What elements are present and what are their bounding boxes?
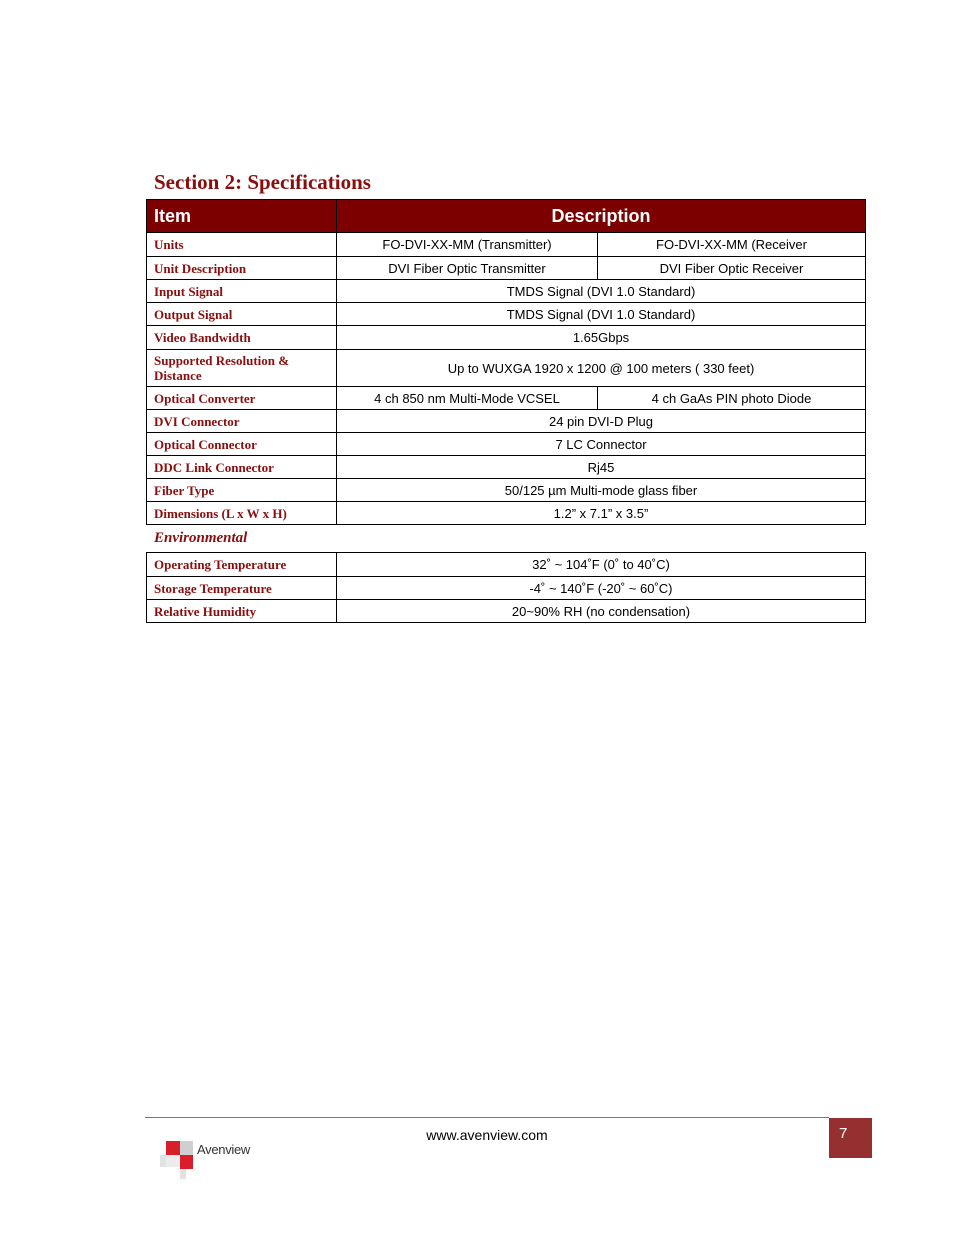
spec-value: 1.2” x 7.1” x 3.5” [337, 502, 866, 525]
logo-brand-text: Avenview [197, 1142, 251, 1157]
env-value: -4˚ ~ 140˚F (-20˚ ~ 60˚C) [337, 577, 866, 600]
spec-value: 7 LC Connector [337, 433, 866, 456]
table-row [147, 456, 866, 479]
table-row [147, 326, 866, 350]
spec-item-label: Video Bandwidth [147, 326, 337, 350]
spec-value: 1.65Gbps [337, 326, 866, 350]
logo-square-gray-bottom [180, 1169, 186, 1179]
avenview-logo [160, 1137, 260, 1183]
table-row [147, 387, 866, 410]
table-row [147, 303, 866, 326]
logo-square-red-bottom [180, 1155, 193, 1169]
spec-item-label: Optical Converter [147, 387, 337, 410]
spec-item-label: Optical Connector [147, 433, 337, 456]
header-item: Item [147, 200, 337, 233]
logo-square-red-top [166, 1141, 180, 1155]
spec-value: TMDS Signal (DVI 1.0 Standard) [337, 280, 866, 303]
spec-transmitter-value: FO-DVI-XX-MM (Transmitter) [337, 233, 598, 257]
spec-receiver-value: 4 ch GaAs PIN photo Diode [598, 387, 866, 410]
spec-value: TMDS Signal (DVI 1.0 Standard) [337, 303, 866, 326]
spec-item-label: Input Signal [147, 280, 337, 303]
table-row [147, 502, 866, 525]
logo-square-gray-mid [166, 1155, 180, 1167]
spec-value: Rj45 [337, 456, 866, 479]
spec-item-label: DVI Connector [147, 410, 337, 433]
table-row [147, 600, 866, 623]
section-title: Section 2: Specifications [154, 170, 371, 194]
table-row [147, 479, 866, 502]
table-row [147, 577, 866, 600]
spec-transmitter-value: DVI Fiber Optic Transmitter [337, 257, 598, 280]
spec-item-label: Supported Resolution & Distance [147, 350, 337, 387]
table-row [147, 233, 866, 257]
footer-url: www.avenview.com [426, 1127, 548, 1143]
spec-item-label: Units [147, 233, 337, 257]
spec-item-label: Output Signal [147, 303, 337, 326]
footer-divider [145, 1117, 829, 1118]
spec-value: 24 pin DVI-D Plug [337, 410, 866, 433]
env-item-label: Storage Temperature [147, 577, 337, 600]
page-number: 7 [829, 1118, 872, 1158]
spec-item-label: Fiber Type [147, 479, 337, 502]
spec-item-label: DDC Link Connector [147, 456, 337, 479]
env-item-label: Operating Temperature [147, 553, 337, 577]
spec-receiver-value: DVI Fiber Optic Receiver [598, 257, 866, 280]
spec-value: Up to WUXGA 1920 x 1200 @ 100 meters ( 330 feet) [337, 350, 866, 387]
spec-value: 50/125 µm Multi-mode glass fiber [337, 479, 866, 502]
table-header-row [147, 200, 866, 233]
environmental-heading: Environmental [154, 530, 248, 546]
table-row [147, 350, 866, 387]
spec-receiver-value: FO-DVI-XX-MM (Receiver [598, 233, 866, 257]
table-row [147, 257, 866, 280]
table-row [147, 553, 866, 577]
table-row [147, 410, 866, 433]
spec-table [146, 199, 866, 525]
spec-transmitter-value: 4 ch 850 nm Multi-Mode VCSEL [337, 387, 598, 410]
table-row [147, 280, 866, 303]
environmental-table [146, 552, 866, 623]
spec-item-label: Unit Description [147, 257, 337, 280]
env-value: 32˚ ~ 104˚F (0˚ to 40˚C) [337, 553, 866, 577]
header-description: Description [337, 200, 866, 233]
spec-item-label: Dimensions (L x W x H) [147, 502, 337, 525]
logo-square-gray-top [180, 1141, 193, 1155]
env-item-label: Relative Humidity [147, 600, 337, 623]
env-value: 20~90% RH (no condensation) [337, 600, 866, 623]
table-row [147, 433, 866, 456]
